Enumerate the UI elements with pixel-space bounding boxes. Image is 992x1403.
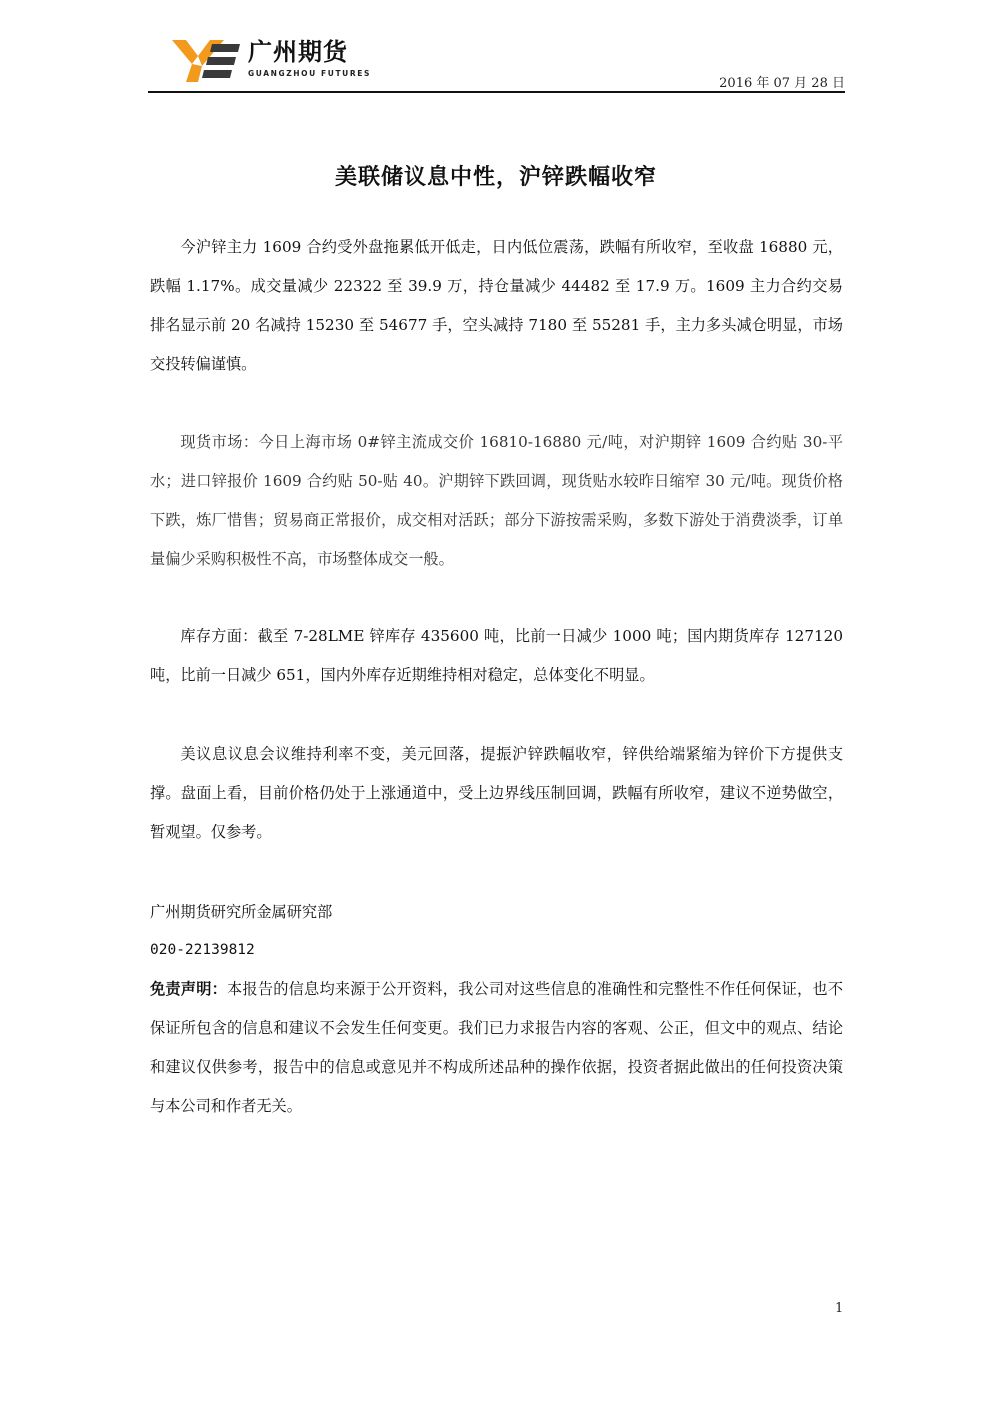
paragraph-spot-market: 现货市场：今日上海市场 0#锌主流成交价 16810-16880 元/吨，对沪期锌 1609 合约贴 30-平水；进口锌报价 1609 合约贴 50-贴 40。沪期锌下跌回调，现货贴水较昨日缩窄 30 元/吨。现货价格下跌，炼厂惜售；贸易商正常报价，成交相对活跃；部分下游按需采购，多数下游处于消费淡季，订单量偏少采购积极性不高，市场整体成交一般。 [150, 433, 843, 568]
paragraph-market-summary: 今沪锌主力 1609 合约受外盘拖累低开低走，日内低位震荡，跌幅有所收窄，至收盘 16880 元，跌幅 1.17%。成交量减少 22322 至 39.9 万，持仓量减少 44482 至 17.9 万。1609 主力合约交易排名显示前 20 名减持 15230 至 54677 手，空头减持 7180 至 55281 手，主力多头减仓明显，市场交投转偏谨慎。 [150, 238, 843, 373]
disclaimer [150, 970, 843, 1126]
report-date: 2016 年 07 月 28 日 [719, 76, 845, 91]
header-divider [148, 91, 845, 93]
logo-chinese-name: 广州期货 [248, 38, 348, 66]
paragraph-inventory: 库存方面：截至 7-28LME 锌库存 435600 吨，比前一日减少 1000 吨；国内期货库存 127120 吨，比前一日减少 651，国内外库存近期维持相对稳定，总体变化不明显。 [150, 627, 843, 684]
company-logo [172, 38, 402, 84]
disclaimer-label: 免责声明： [150, 980, 228, 998]
report-title: 美联储议息中性，沪锌跌幅收窄 [334, 165, 657, 190]
contact-phone: 020-22139812 [150, 942, 255, 958]
disclaimer-text: 本报告的信息均来源于公开资料，我公司对这些信息的准确性和完整性不作任何保证，也不保证所包含的信息和建议不会发生任何变更。我们已力求报告内容的客观、公正，但文中的观点、结论和建议仅供参考，报告中的信息或意见并不构成所述品种的操作依据，投资者据此做出的任何投资决策与本公司和作者无关。 [150, 980, 844, 1115]
page-number: 1 [835, 1301, 844, 1316]
page-header [148, 38, 845, 94]
paragraph-outlook: 美议息议息会议维持利率不变，美元回落，提振沪锌跌幅收窄，锌供给端紧缩为锌价下方提供支撑。盘面上看，目前价格仍处于上涨通道中，受上边界线压制回调，跌幅有所收窄，建议不逆势做空，暂观望。仅参考。 [150, 745, 843, 841]
logo-english-name: GUANGZHOU FUTURES [248, 69, 371, 78]
guangzhou-futures-logo-icon [172, 40, 240, 82]
research-department: 广州期货研究所金属研究部 [150, 903, 333, 921]
